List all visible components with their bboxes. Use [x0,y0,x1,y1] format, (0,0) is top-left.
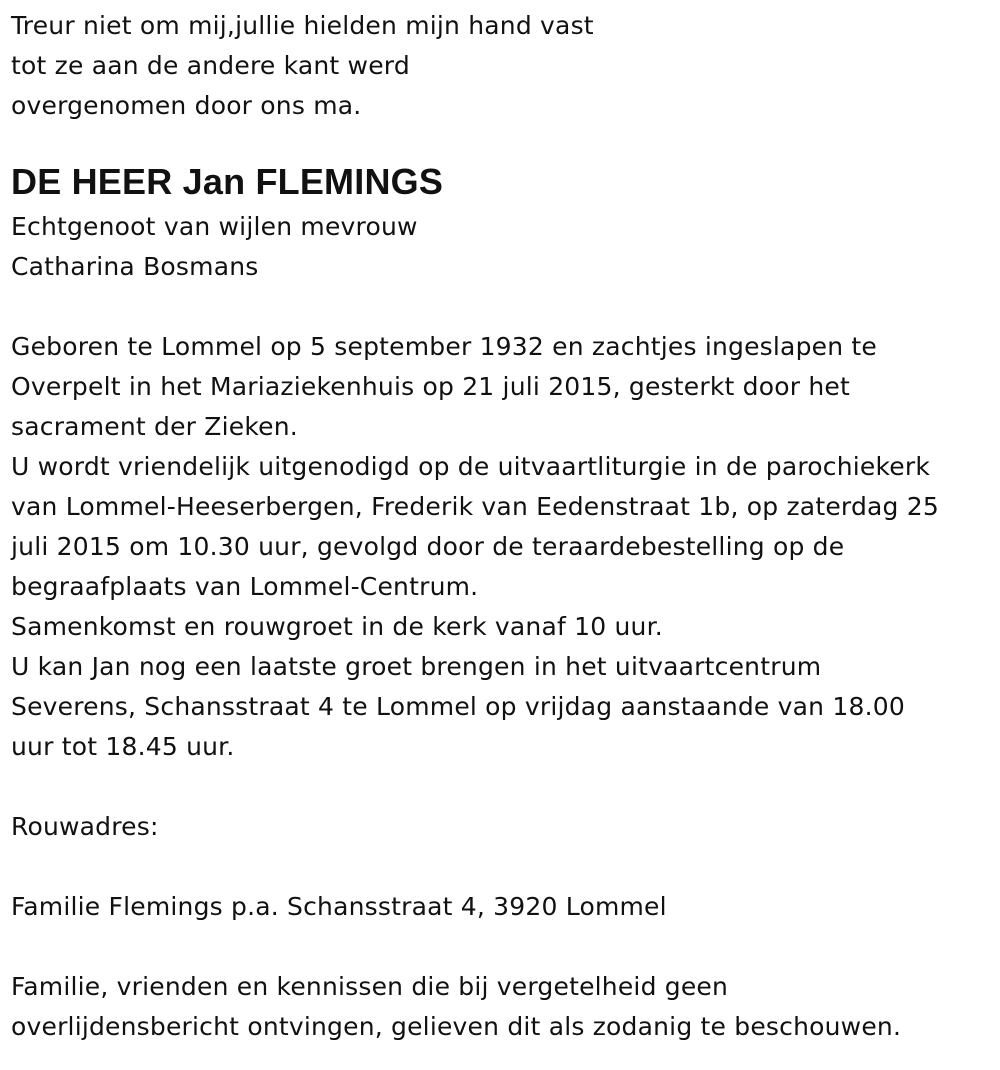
body-line: Severens, Schansstraat 4 te Lommel op vrijdag aanstaande van 18.00 [11,692,905,721]
body-line: Samenkomst en rouwgroet in de kerk vanaf 10 uur. [11,612,663,641]
poem [11,6,991,126]
spacer [11,927,991,967]
address-label: Rouwadres: [11,812,159,841]
poem-line: Treur niet om mij,jullie hielden mijn hand vast [11,11,594,40]
body-line: uur tot 18.45 uur. [11,732,235,761]
obituary-notice [11,6,991,1047]
spouse-info [11,207,991,287]
mourning-address: Familie Flemings p.a. Schansstraat 4, 3920 Lommel [11,892,667,921]
poem-line: overgenomen door ons ma. [11,91,362,120]
body-line: U wordt vriendelijk uitgenodigd op de uitvaartliturgie in de parochiekerk [11,452,931,481]
closing-note [11,967,991,1047]
body-line: sacrament der Zieken. [11,412,298,441]
spouse-line: Echtgenoot van wijlen mevrouw [11,212,418,241]
body-line: juli 2015 om 10.30 uur, gevolgd door de teraardebestelling op de [11,532,845,561]
body-line: begraafplaats van Lommel-Centrum. [11,572,479,601]
closing-line: overlijdensbericht ontvingen, gelieven dit als zodanig te beschouwen. [11,1012,902,1041]
spacer [11,767,991,807]
body-line: Geboren te Lommel op 5 september 1932 en zachtjes ingeslapen te [11,332,877,361]
deceased-name-title: DE HEER Jan FLEMINGS [11,161,444,202]
spacer [11,287,991,327]
spacer [11,847,991,887]
notice-body [11,327,991,767]
poem-line: tot ze aan de andere kant werd [11,51,410,80]
body-line: Overpelt in het Mariaziekenhuis op 21 juli 2015, gesterkt door het [11,372,850,401]
closing-line: Familie, vrienden en kennissen die bij vergetelheid geen [11,972,729,1001]
body-line: van Lommel-Heeserbergen, Frederik van Eedenstraat 1b, op zaterdag 25 [11,492,939,521]
body-line: U kan Jan nog een laatste groet brengen in het uitvaartcentrum [11,652,822,681]
spouse-line: Catharina Bosmans [11,252,259,281]
